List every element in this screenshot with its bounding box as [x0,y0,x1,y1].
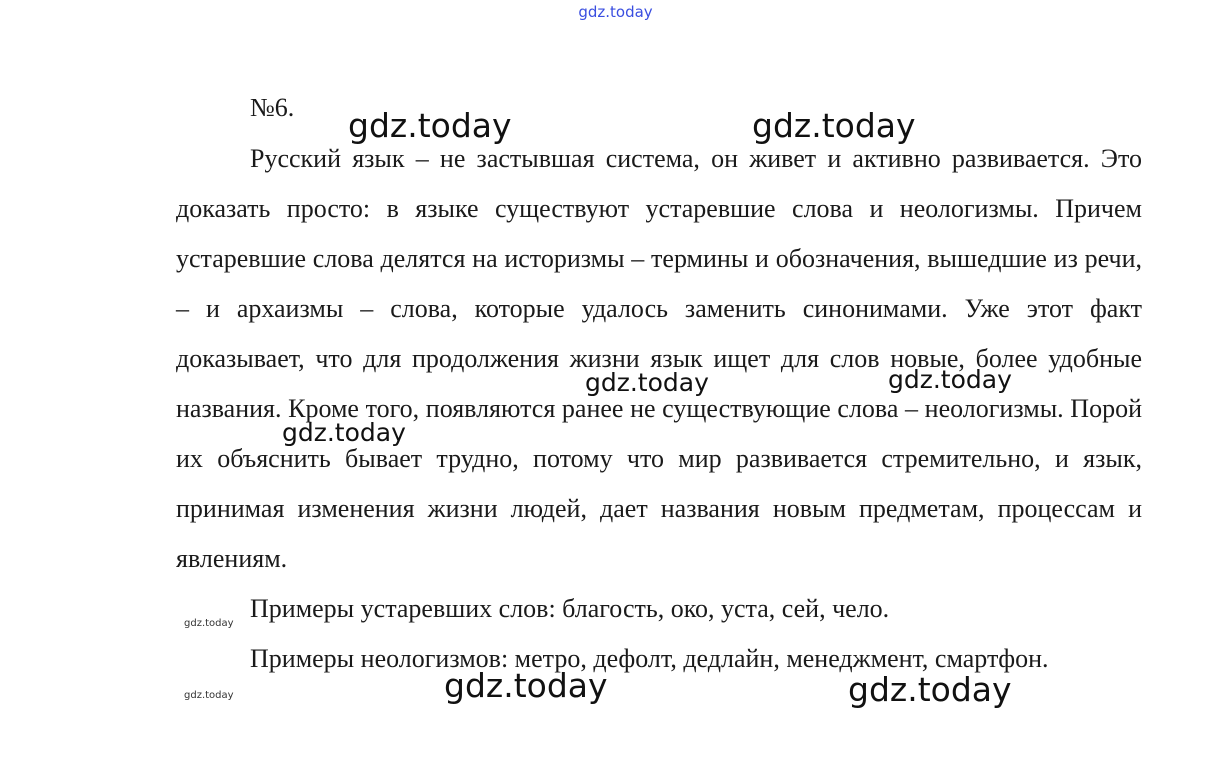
watermark: gdz.today [752,106,916,145]
watermark-small: gdz.today [184,690,234,701]
paragraph-neologisms-examples: Примеры неологизмов: метро, дефолт, дедлайн, менеджмент, смартфон. [250,644,1049,673]
watermark-small: gdz.today [184,618,234,629]
exercise-number: №6. [250,93,295,122]
paragraph-archaisms-examples: Примеры устаревших слов: благость, око, уста, сей, чело. [250,594,890,623]
paragraph-main: Русский язык – не застывшая система, он живет и активно развивается. Это доказать просто: в языке существуют устаревшие слова и неологизмы. Причем устаревшие слова делятся на историзмы – термины и обозначения, вышедшие из речи, – и архаизмы – слова, которые удалось заменить синонимами. Уже этот факт доказывает, что для продолжения жизни язык ищет для слов новые, более удобные названия. Кроме того, появляются ранее не существующие слова – неологизмы. Порой их объяснить бывает трудно, потому что мир развивается стремительно, и язык, принимая изменения жизни людей, дает названия новым предметам, процессам и явлениям. [176,144,1142,573]
watermark: gdz.today [348,106,512,145]
site-watermark-header: gdz.today [578,3,653,21]
watermark: gdz.today [848,670,1012,709]
watermark: gdz.today [888,365,1012,394]
watermark: gdz.today [282,418,406,447]
watermark: gdz.today [444,666,608,705]
watermark: gdz.today [585,368,709,397]
